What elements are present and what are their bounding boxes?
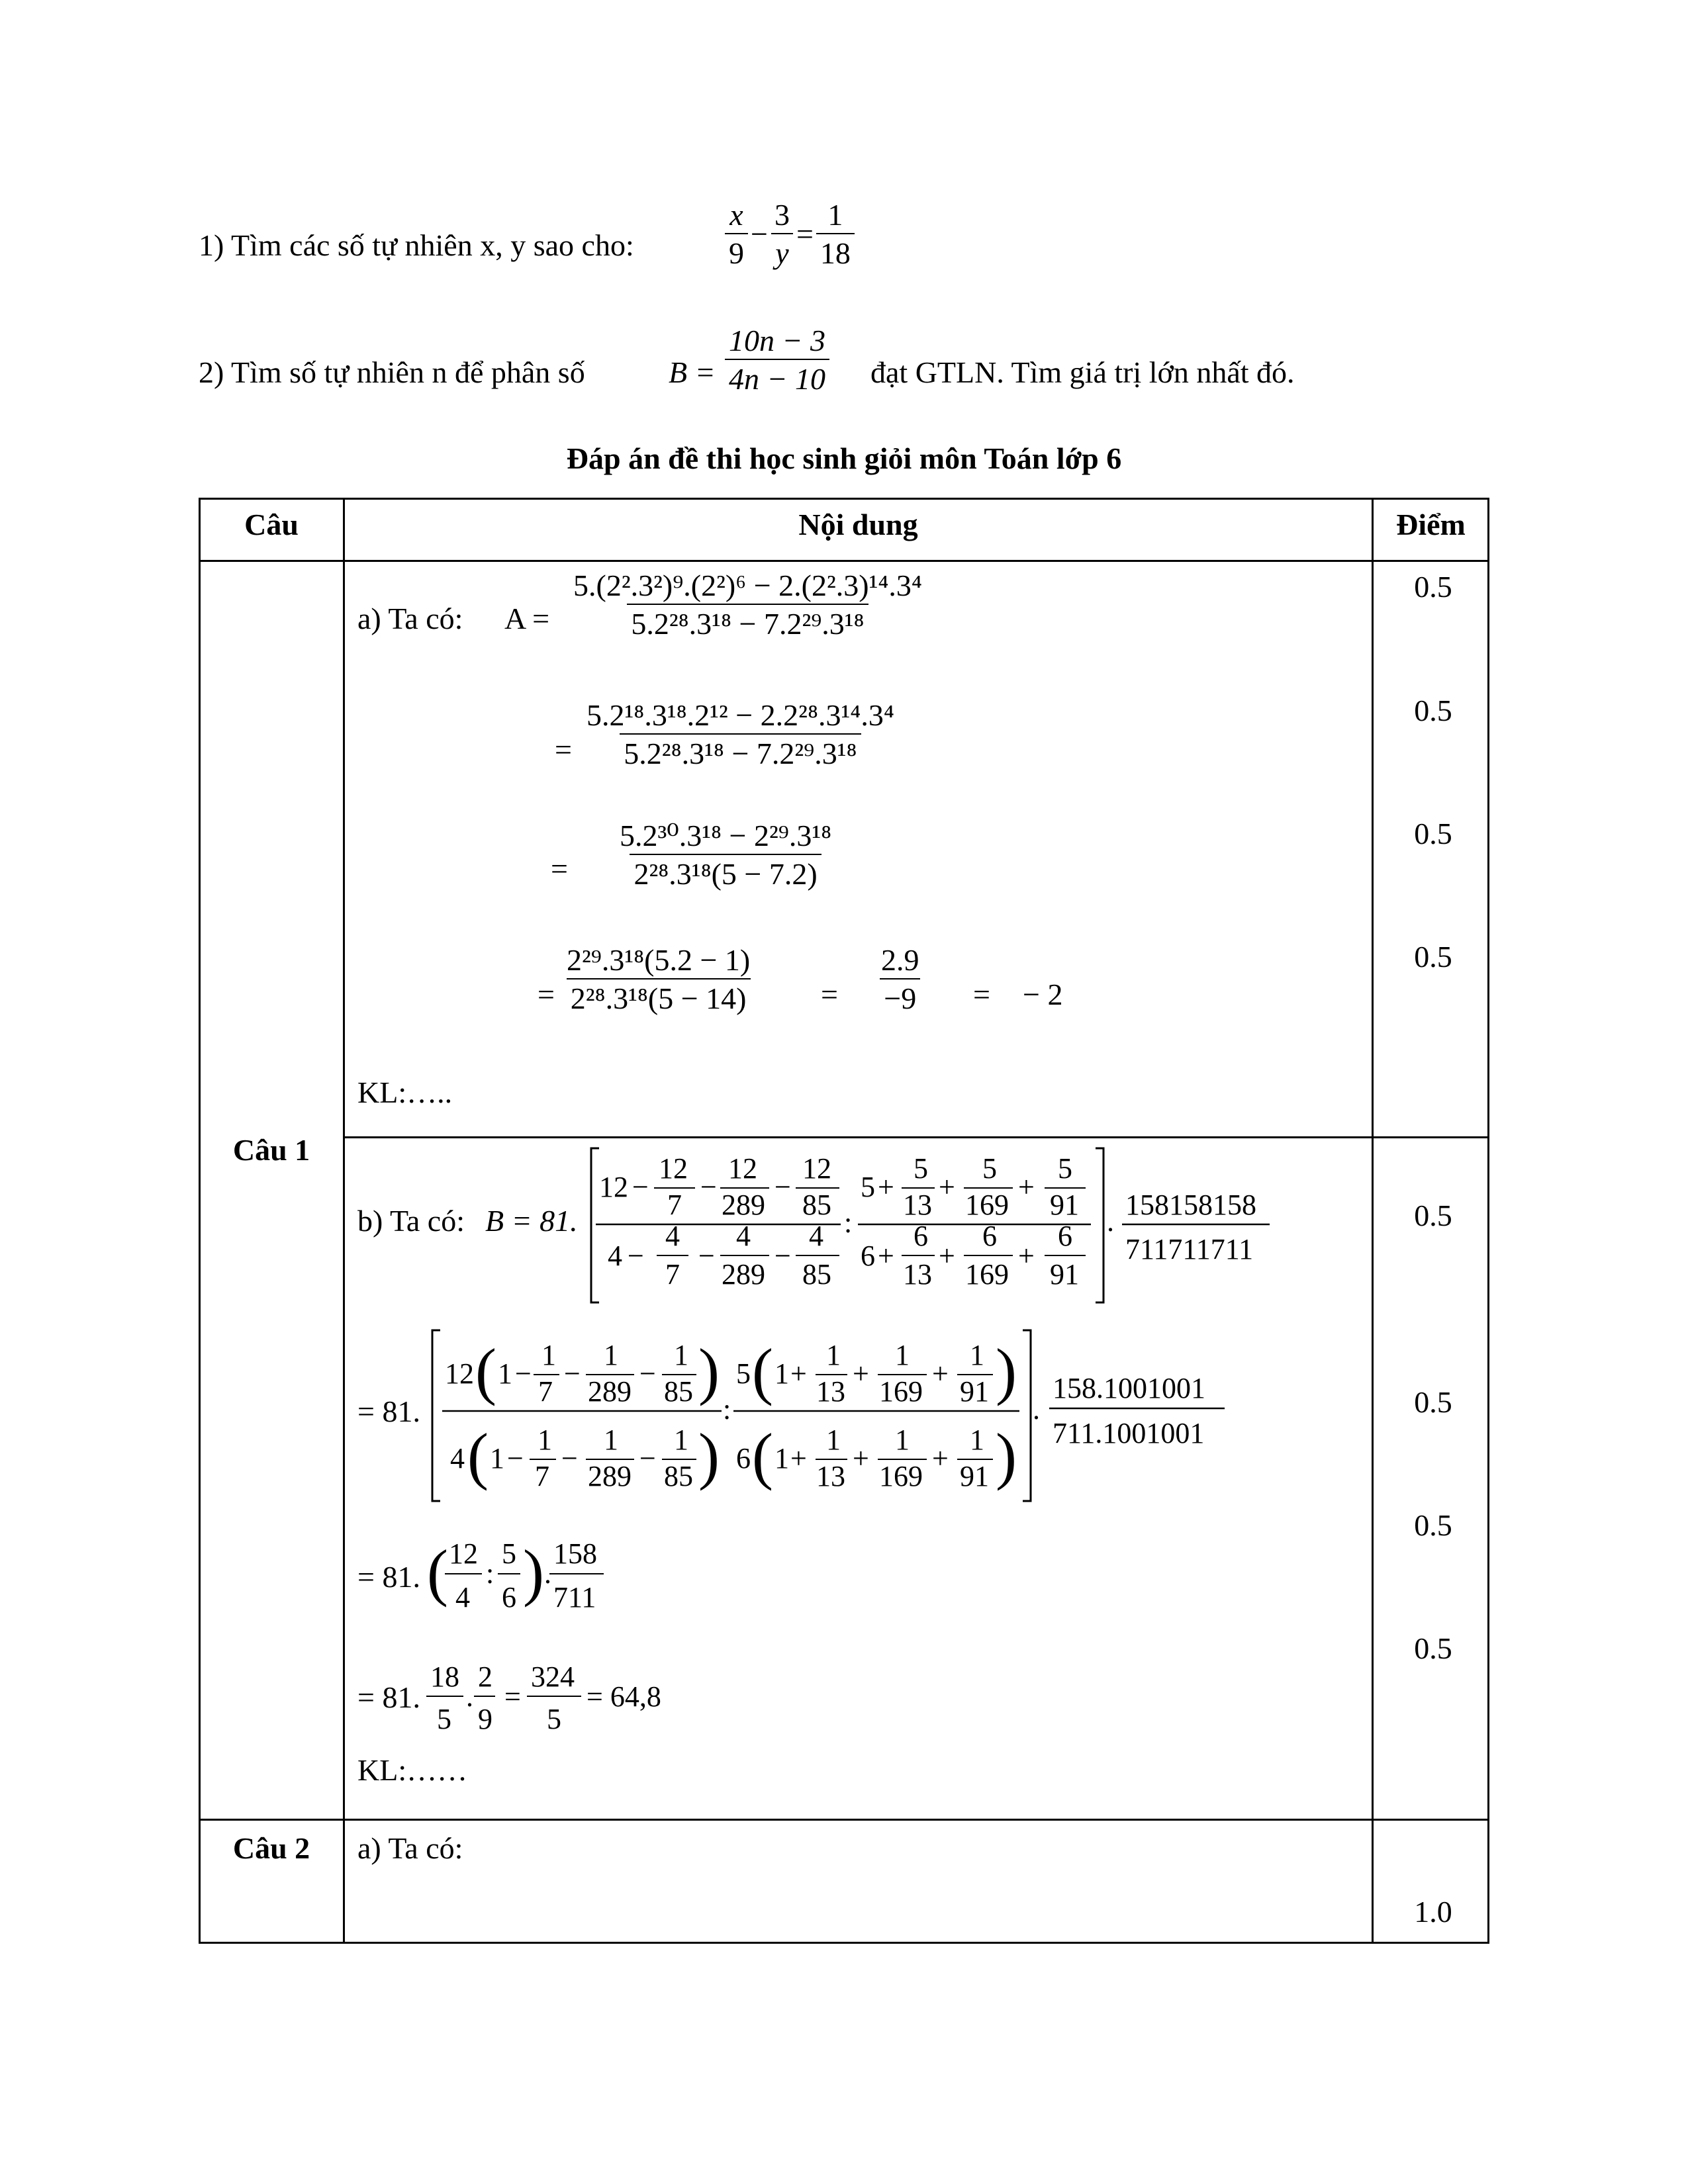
svg-text:): ) xyxy=(698,1336,720,1406)
b4-result: = 64,8 xyxy=(586,1680,661,1713)
b2-e3-num: 1 xyxy=(970,1424,984,1456)
cau1a-step1: $\frac{\text{5.(2².3²)⁹.(2²)⁶ − 2.(2².3)¹⁴.3⁴}}{\text{5.2²⁸.3¹⁸ − 7.2²⁹.3¹⁸}}$ xyxy=(573,569,922,641)
b2-c2-num: 1 xyxy=(895,1339,910,1371)
b4-b-den: 9 xyxy=(478,1703,492,1735)
answer-title: Đáp án đề thi học sinh giỏi môn Toán lớp 6 xyxy=(566,441,1122,475)
b2-b1-num: 1 xyxy=(538,1424,552,1456)
svg-text:(: ( xyxy=(475,1336,496,1406)
b4-c-num: 324 xyxy=(531,1661,575,1693)
b2-minus3: − xyxy=(639,1357,656,1390)
b1-den-4: 4 xyxy=(608,1240,622,1272)
svg-text:(: ( xyxy=(752,1336,773,1406)
b2-c1-den: 13 xyxy=(816,1375,845,1408)
b1-den-minus3: − xyxy=(774,1240,791,1272)
cau1a-score-2: 0.5 xyxy=(1414,694,1452,727)
cau1b-conclusion: KL:…… xyxy=(357,1753,468,1787)
cau1b-bracket-left xyxy=(591,1148,599,1302)
frac-x-over-9: $\frac{x}{9}$ xyxy=(725,200,748,269)
b2-dminus3: − xyxy=(639,1442,656,1475)
b2-b3-num: 1 xyxy=(674,1424,688,1456)
cau1b-line2-lhs: = 81. xyxy=(357,1394,420,1428)
svg-text:): ) xyxy=(996,1336,1017,1406)
cau1a-step2-eq: = xyxy=(555,733,572,766)
b1-h2-num: 5 xyxy=(982,1152,997,1185)
b1-num-minus: − xyxy=(632,1171,649,1203)
b2-c3-num: 1 xyxy=(970,1339,984,1371)
b2-b2-den: 289 xyxy=(588,1460,632,1492)
problem-2-lhs: B = xyxy=(669,355,716,389)
cau1a-step4: $\frac{\text{2²⁹.3¹⁸(5.2 − 1)}}{\text{2²⁸.3¹⁸(5 − 14)}}$ xyxy=(567,943,751,1015)
b4-a-den: 5 xyxy=(437,1703,451,1735)
b1-rnum-plus3: + xyxy=(1018,1171,1035,1203)
b1-bigden: 711711711 xyxy=(1125,1233,1254,1265)
b2-e2-den: 169 xyxy=(879,1460,923,1492)
b2-colon: : xyxy=(723,1393,731,1426)
frac-3-over-y: $\frac{3}{y}$ xyxy=(771,200,794,269)
cau1a-step4-eq2: = xyxy=(821,978,838,1011)
b2-c3-den: 91 xyxy=(960,1375,989,1408)
b2-1: 1 xyxy=(498,1357,512,1390)
b3-dot: . xyxy=(544,1557,551,1590)
b1-rden-plus3: + xyxy=(1018,1240,1035,1272)
svg-text:(: ( xyxy=(467,1420,489,1491)
b3-c-den: 711 xyxy=(553,1581,596,1614)
b1-h3-num: 5 xyxy=(1058,1152,1072,1185)
b2-minus2: − xyxy=(564,1357,581,1390)
cau1a-score-1: 0.5 xyxy=(1414,570,1452,604)
cau1a-step4-eq: = xyxy=(538,978,555,1011)
b1-k2-den: 169 xyxy=(965,1258,1009,1291)
b2-rplus2: + xyxy=(853,1357,869,1390)
b2-d1: 1 xyxy=(490,1442,504,1475)
b1-g2-den: 289 xyxy=(722,1258,765,1291)
cau1a-conclusion: KL:….. xyxy=(357,1075,453,1109)
svg-text:(: ( xyxy=(427,1537,448,1608)
cau1a-score-4: 0.5 xyxy=(1414,940,1452,974)
b3-a-num: 12 xyxy=(449,1537,478,1570)
problem-1-equation: $\frac{x}{9}$ − $\frac{3}{y}$ = $\frac{1}{18}$ xyxy=(725,200,855,269)
b2-a2-den: 289 xyxy=(588,1375,632,1408)
b3-a-den: 4 xyxy=(455,1581,470,1614)
b4-a-num: 18 xyxy=(430,1661,459,1693)
b1-f3-num: 12 xyxy=(802,1152,831,1185)
b1-rnum-plus2: + xyxy=(939,1171,955,1203)
b1-f2-num: 12 xyxy=(728,1152,757,1185)
b2-12: 12 xyxy=(445,1357,474,1390)
b1-g1-num: 4 xyxy=(665,1220,680,1252)
b1-num-12: 12 xyxy=(599,1171,628,1203)
b1-h1-num: 5 xyxy=(914,1152,928,1185)
b3-b-den: 6 xyxy=(502,1581,516,1614)
b2-a3-num: 1 xyxy=(674,1339,688,1371)
problem-1-label: 1) Tìm các số tự nhiên x, y sao cho: xyxy=(199,228,634,262)
b2-fden: 711.1001001 xyxy=(1053,1417,1205,1449)
b2-fnum: 158.1001001 xyxy=(1053,1372,1205,1404)
problem-2-suffix: đạt GTLN. Tìm giá trị lớn nhất đó. xyxy=(870,355,1295,389)
cau1b-line4-lhs: = 81. xyxy=(357,1680,420,1714)
b4-b-num: 2 xyxy=(478,1661,492,1693)
cau1b-line3-lhs: = 81. xyxy=(357,1560,420,1594)
b1-num-minus2: − xyxy=(700,1171,717,1203)
cau1b-score-2: 0.5 xyxy=(1414,1385,1452,1419)
b4-c-den: 5 xyxy=(547,1703,561,1735)
b4-dot: . xyxy=(466,1680,473,1713)
b1-rden-6: 6 xyxy=(861,1240,875,1272)
cau1a-step3: $\frac{\text{5.2³⁰.3¹⁸ − 2²⁹.3¹⁸}}{\text{2²⁸.3¹⁸(5 − 7.2)}}$ xyxy=(620,819,832,891)
cau1a-score-3: 0.5 xyxy=(1414,817,1452,850)
b1-k3-den: 91 xyxy=(1050,1258,1079,1291)
cau1a-step4-mid: $\frac{2.9}{-9}$ xyxy=(881,943,919,1015)
b2-c1-num: 1 xyxy=(826,1339,841,1371)
b1-h1-den: 13 xyxy=(903,1189,932,1221)
cau-2-label: Câu 2 xyxy=(232,1831,310,1865)
b1-rden-plus2: + xyxy=(939,1240,955,1272)
b2-splus: + xyxy=(790,1442,807,1475)
b1-g3-num: 4 xyxy=(809,1220,823,1252)
b2-r1: 1 xyxy=(774,1357,789,1390)
b1-colon: : xyxy=(844,1206,853,1239)
b1-k1-num: 6 xyxy=(914,1220,928,1252)
b2-dminus2: − xyxy=(561,1442,578,1475)
b3-c-num: 158 xyxy=(553,1537,597,1570)
b1-num-minus3: − xyxy=(774,1171,791,1203)
b2-e1-num: 1 xyxy=(826,1424,841,1456)
b1-den-minus: − xyxy=(628,1240,644,1272)
b2-e3-den: 91 xyxy=(960,1460,989,1492)
b2-b3-den: 85 xyxy=(664,1460,693,1492)
b2-splus2: + xyxy=(853,1442,869,1475)
header-noi-dung: Nội dung xyxy=(798,508,918,541)
b2-e1-den: 13 xyxy=(816,1460,845,1492)
b2-b1-den: 7 xyxy=(535,1460,549,1492)
b3-colon: : xyxy=(486,1557,494,1590)
b1-g1-den: 7 xyxy=(665,1258,680,1291)
b2-rplus3: + xyxy=(932,1357,949,1390)
problem-2-label: 2) Tìm số tự nhiên n để phân số xyxy=(199,355,585,389)
b2-splus3: + xyxy=(932,1442,949,1475)
b1-k3-num: 6 xyxy=(1058,1220,1072,1252)
b1-h3-den: 91 xyxy=(1050,1189,1079,1221)
b1-g3-den: 85 xyxy=(802,1258,831,1291)
b1-rnum-5: 5 xyxy=(861,1171,875,1203)
b2-a2-num: 1 xyxy=(604,1339,618,1371)
svg-text:): ) xyxy=(996,1420,1017,1491)
b2-c2-den: 169 xyxy=(879,1375,923,1408)
svg-text:): ) xyxy=(523,1537,544,1608)
b2-e2-num: 1 xyxy=(895,1424,910,1456)
b2-6: 6 xyxy=(736,1442,751,1475)
b4-eq: = xyxy=(504,1680,521,1713)
b1-f2-den: 289 xyxy=(722,1189,765,1221)
cau1a-step2: $\frac{\text{5.2¹⁸.3¹⁸.2¹² − 2.2²⁸.3¹⁴.3⁴}}{\text{5.2²⁸.3¹⁸ − 7.2²⁹.3¹⁸}}$ xyxy=(586,698,894,770)
b1-den-minus2: − xyxy=(698,1240,715,1272)
b2-a3-den: 85 xyxy=(664,1375,693,1408)
cau1a-step3-eq: = xyxy=(551,852,568,886)
cau-1-label: Câu 1 xyxy=(232,1133,310,1167)
b1-g2-num: 4 xyxy=(736,1220,751,1252)
b1-f3-den: 85 xyxy=(802,1189,831,1221)
b1-rden-plus: + xyxy=(878,1240,894,1272)
b1-f1-num: 12 xyxy=(659,1152,688,1185)
cau2a-intro: a) Ta có: xyxy=(357,1831,463,1865)
b2-5: 5 xyxy=(736,1357,751,1390)
cau1a-step4-eq3: = xyxy=(973,978,990,1011)
svg-text:): ) xyxy=(698,1420,720,1491)
cau1b-score-4: 0.5 xyxy=(1414,1631,1452,1665)
b2-4: 4 xyxy=(450,1442,465,1475)
b1-k2-num: 6 xyxy=(982,1220,997,1252)
b2-dminus: − xyxy=(507,1442,524,1475)
problem-2-fraction: $\frac{10n - 3}{4n - 10}$ xyxy=(725,326,829,394)
cau1b-lhs: B = 81. xyxy=(485,1204,578,1238)
frac-1-over-18: $\frac{1}{18}$ xyxy=(816,200,855,269)
header-cau: Câu xyxy=(244,508,299,541)
cau2-score: 1.0 xyxy=(1414,1895,1452,1929)
b1-dot: . xyxy=(1107,1205,1114,1238)
cau1b-score-3: 0.5 xyxy=(1414,1508,1452,1542)
cau1a-lhs: A = xyxy=(504,602,550,635)
svg-text:(: ( xyxy=(752,1420,773,1491)
b2-a1-den: 7 xyxy=(538,1375,553,1408)
b3-b-num: 5 xyxy=(502,1537,516,1570)
b1-bignum: 158158158 xyxy=(1125,1189,1256,1221)
cau1b-score-1: 0.5 xyxy=(1414,1199,1452,1232)
b2-minus: − xyxy=(515,1357,532,1390)
b2-rplus: + xyxy=(790,1357,807,1390)
cau1a-intro: a) Ta có: xyxy=(357,602,463,635)
b1-k1-den: 13 xyxy=(903,1258,932,1291)
b1-f1-den: 7 xyxy=(667,1189,682,1221)
b2-a1-num: 1 xyxy=(541,1339,556,1371)
b1-rnum-plus: + xyxy=(878,1171,894,1203)
header-diem: Điểm xyxy=(1396,508,1466,541)
cau1b-intro: b) Ta có: xyxy=(357,1204,465,1238)
b1-h2-den: 169 xyxy=(965,1189,1009,1221)
b2-dot: . xyxy=(1033,1393,1040,1426)
cau1a-result: − 2 xyxy=(1023,978,1063,1011)
b2-s1: 1 xyxy=(774,1442,789,1475)
cau1b-bracket-right xyxy=(1096,1148,1103,1302)
b2-b2-num: 1 xyxy=(604,1424,618,1456)
